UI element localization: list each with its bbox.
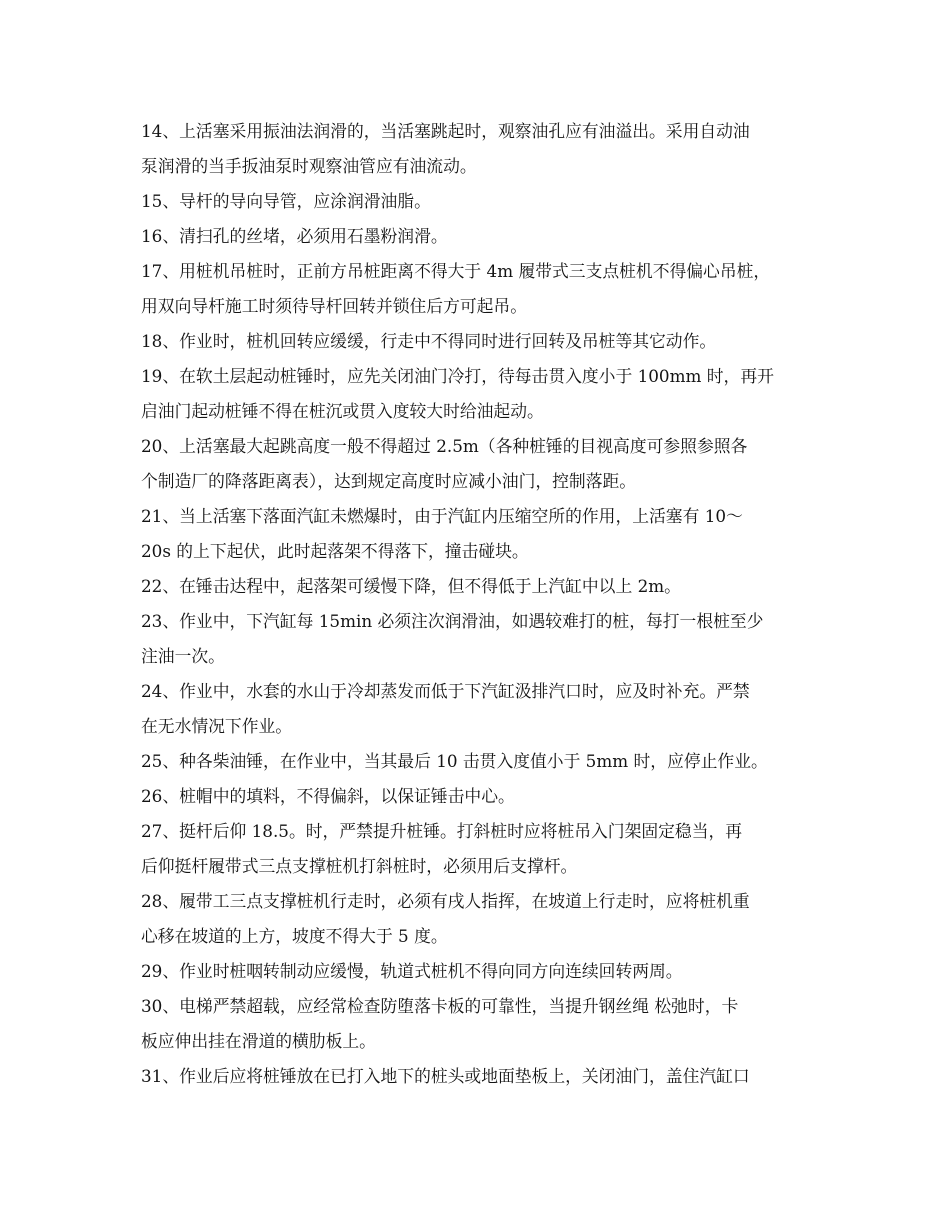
text-line: 23、作业中，下汽缸每 15min 必须注次润滑油，如遇较难打的桩，每打一根桩至少 xyxy=(141,611,764,631)
text-line: 19、在软土层起动桩锤时，应先关闭油门冷打，待每击贯入度小于 100mm 时，再开 xyxy=(141,366,774,386)
text-line: 17、用桩机吊桩时，正前方吊桩距离不得大于 4m 履带式三支点桩机不得偏心吊桩， xyxy=(141,261,771,281)
text-line: 28、履带工三点支撑桩机行走时，必须有戌人指挥，在坡道上行走时，应将桩机重 xyxy=(141,891,750,911)
text-line: 21、当上活塞下落面汽缸未燃爆时，由于汽缸内压缩空所的作用，上活塞有 10～ xyxy=(141,506,743,526)
text-line: 22、在锤击达程中，起落架可缓慢下降，但不得低于上汽缸中以上 2m。 xyxy=(141,576,681,596)
text-line: 后仰挺杆履带式三点支撑桩机打斜桩时，必须用后支撑杆。 xyxy=(141,856,578,876)
text-line: 30、电梯严禁超载，应经常检查防堕落卡板的可靠性，当提升钢丝绳 松弛时，卡 xyxy=(141,996,739,1016)
text-line: 20、上活塞最大起跳高度一般不得超过 2.5m（各种桩锤的目视高度可参照参照各 xyxy=(141,436,748,456)
text-line: 个制造厂的降落距离表），达到规定高度时应减小油门，控制落距。 xyxy=(141,471,637,491)
text-line: 启油门起动桩锤不得在桩沉或贯入度较大时给油起动。 xyxy=(141,401,544,421)
text-line: 15、导杆的导向导管，应涂润滑油脂。 xyxy=(141,191,431,211)
text-line: 注油一次。 xyxy=(141,646,225,666)
text-line: 27、挺杆后仰 18.5。时，严禁提升桩锤。打斜桩时应将桩吊入门架固定稳当，再 xyxy=(141,821,743,841)
text-line: 26、桩帽中的填料，不得偏斜，以保证锤击中心。 xyxy=(141,786,515,806)
text-line: 16、清扫孔的丝堵，必须用石墨粉润滑。 xyxy=(141,226,448,246)
text-line: 在无水情况下作业。 xyxy=(141,716,293,736)
text-line: 25、种各柴油锤，在作业中，当其最后 10 击贯入度值小于 5mm 时，应停止作业。 xyxy=(141,751,768,771)
text-line: 心移在坡道的上方，坡度不得大于 5 度。 xyxy=(141,926,448,946)
text-line: 泵润滑的当手扳油泵时观察油管应有油流动。 xyxy=(141,156,477,176)
text-line: 14、上活塞采用振油法润滑的，当活塞跳起时，观察油孔应有油溢出。采用自动油 xyxy=(141,121,750,141)
document-body xyxy=(141,114,813,1094)
text-line: 31、作业后应将桩锤放在已打入地下的桩头或地面垫板上，关闭油门，盖住汽缸口 xyxy=(141,1066,750,1086)
text-line: 24、作业中，水套的水山于冷却蒸发而低于下汽缸汲排汽口时，应及时补充。严禁 xyxy=(141,681,750,701)
text-line: 板应伸出挂在滑道的横肋板上。 xyxy=(141,1031,376,1051)
text-line: 18、作业时，桩机回转应缓缓，行走中不得同时进行回转及吊桩等其它动作。 xyxy=(141,331,717,351)
text-line: 20s 的上下起伏，此时起落架不得落下，撞击碰块。 xyxy=(141,541,529,561)
text-line: 29、作业时桩咽转制动应缓慢，轨道式桩机不得向同方向连续回转两周。 xyxy=(141,961,683,981)
text-line: 用双向导杆施工时须待导杆回转并锁住后方可起吊。 xyxy=(141,296,527,316)
